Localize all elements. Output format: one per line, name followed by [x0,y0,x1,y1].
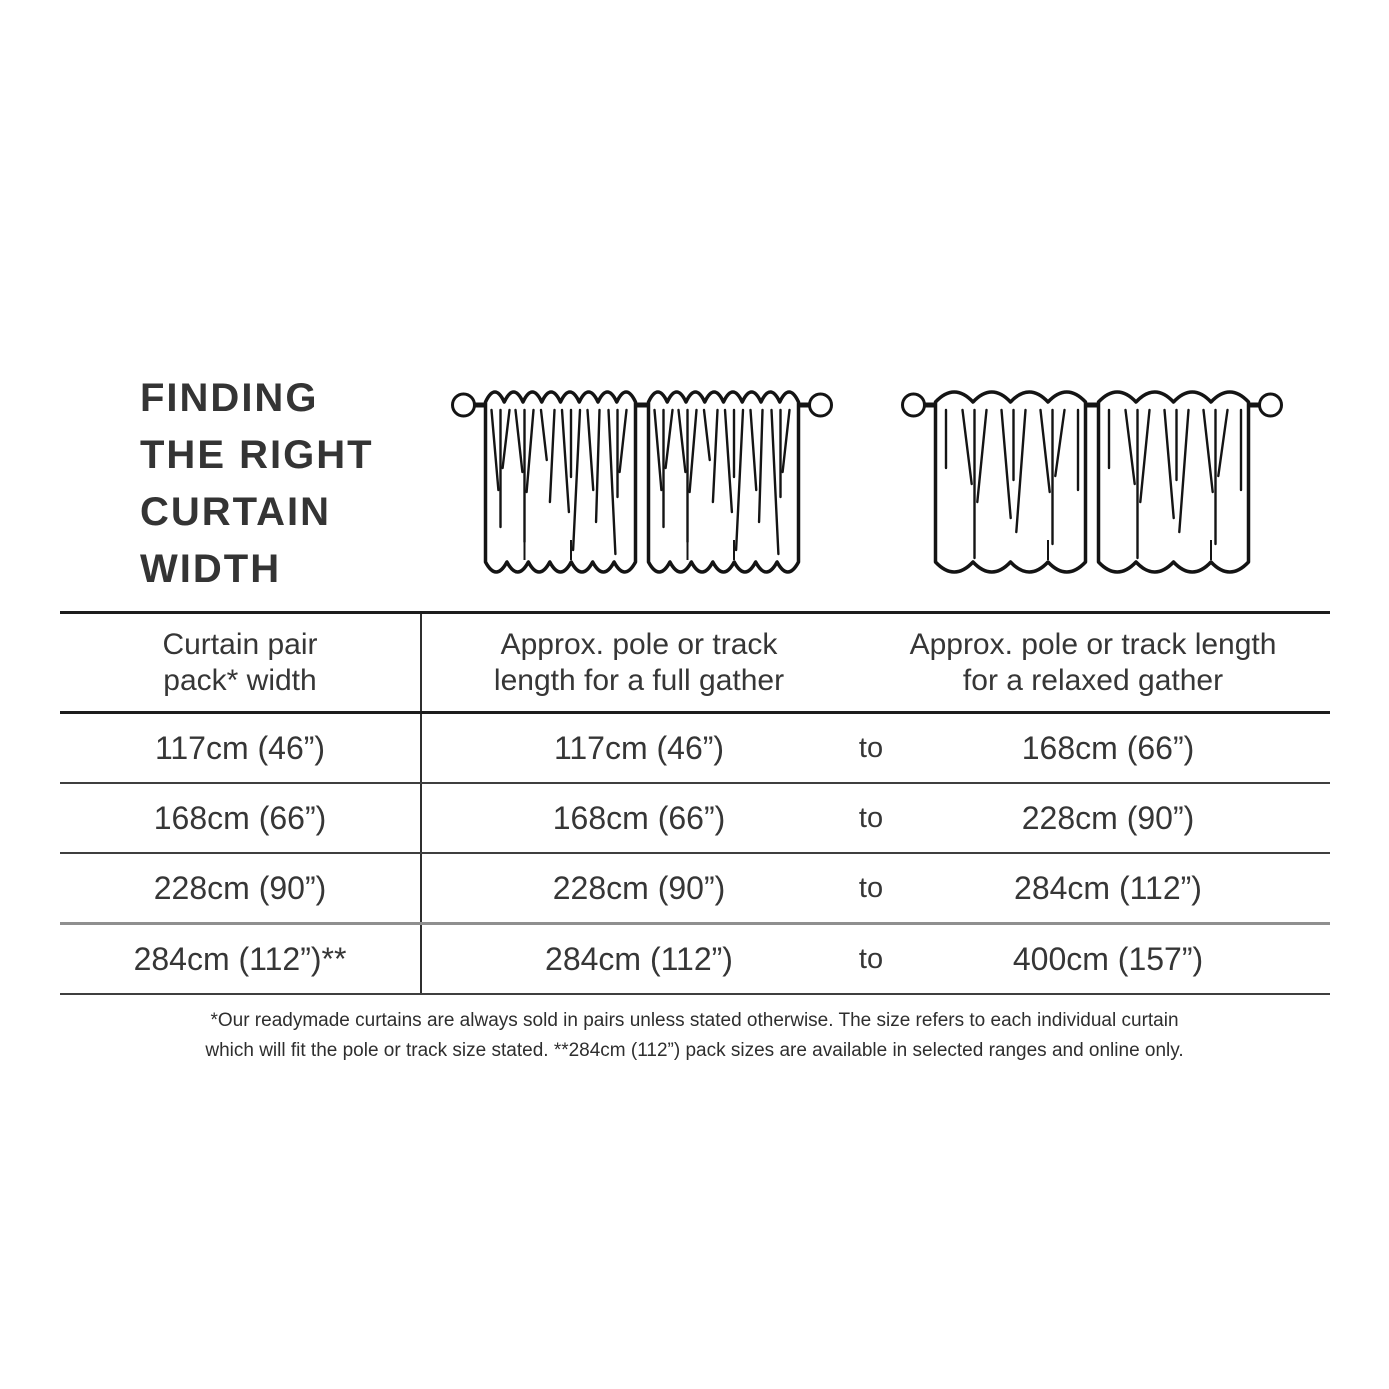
relaxed-gather-cell: 284cm (112”) [1014,869,1202,906]
pack-width-cell: 168cm (66”) [60,784,422,852]
full-gather-curtains-illustration [448,372,836,584]
page-title [140,370,374,598]
relaxed-gather-cell: 228cm (90”) [1021,799,1195,836]
header-line: Approx. pole or track length [909,627,1277,661]
footnote-line: *Our readymade curtains are always sold in pairs unless stated otherwise. The size refers to each individual curtain [210,1010,1179,1031]
relaxed-gather-cell: 400cm (157”) [1012,940,1204,977]
page-title-line: FINDING [140,376,319,420]
to-label: to [858,731,884,764]
header-line: for a relaxed gather [962,663,1224,697]
table-row [60,854,1330,925]
relaxed-gather-curtains-illustration [898,372,1286,584]
to-label: to [858,942,884,975]
full-gather-cell: 168cm (66”) [552,799,726,836]
relaxed-gather-cell: 168cm (66”) [1021,729,1195,766]
pack-width-cell: 228cm (90”) [60,854,422,922]
table-header-row [60,611,1330,714]
table-row [60,784,1330,854]
header-line: Approx. pole or track [500,627,778,661]
footnote [0,1006,1389,1066]
table-body [60,714,1330,995]
page-title-line: CURTAIN [140,490,332,534]
page-title-line: WIDTH [140,547,282,591]
full-gather-cell: 228cm (90”) [552,869,726,906]
footnote-line: which will fit the pole or track size stated. **284cm (112”) pack sizes are available in selected ranges and online only. [205,1040,1184,1061]
table-row [60,714,1330,784]
full-gather-curtains-icon [448,372,836,584]
to-label: to [858,801,884,834]
relaxed-gather-curtains-icon [898,372,1286,584]
table-row [60,925,1330,995]
to-label: to [858,871,884,904]
pack-width-cell: 284cm (112”)** [60,925,422,993]
curtain-size-table [60,611,1330,995]
full-gather-cell: 117cm (46”) [553,729,725,766]
pack-width-cell: 117cm (46”) [60,714,422,782]
header-full-gather [422,614,856,711]
header-relaxed-gather [856,614,1330,711]
full-gather-cell: 284cm (112”) [545,940,733,977]
header-line: Curtain pair [162,627,318,661]
page-title-line: THE RIGHT [140,433,374,477]
header-line: pack* width [163,663,317,697]
header-line: length for a full gather [493,663,785,697]
header-pack-width [60,614,422,711]
